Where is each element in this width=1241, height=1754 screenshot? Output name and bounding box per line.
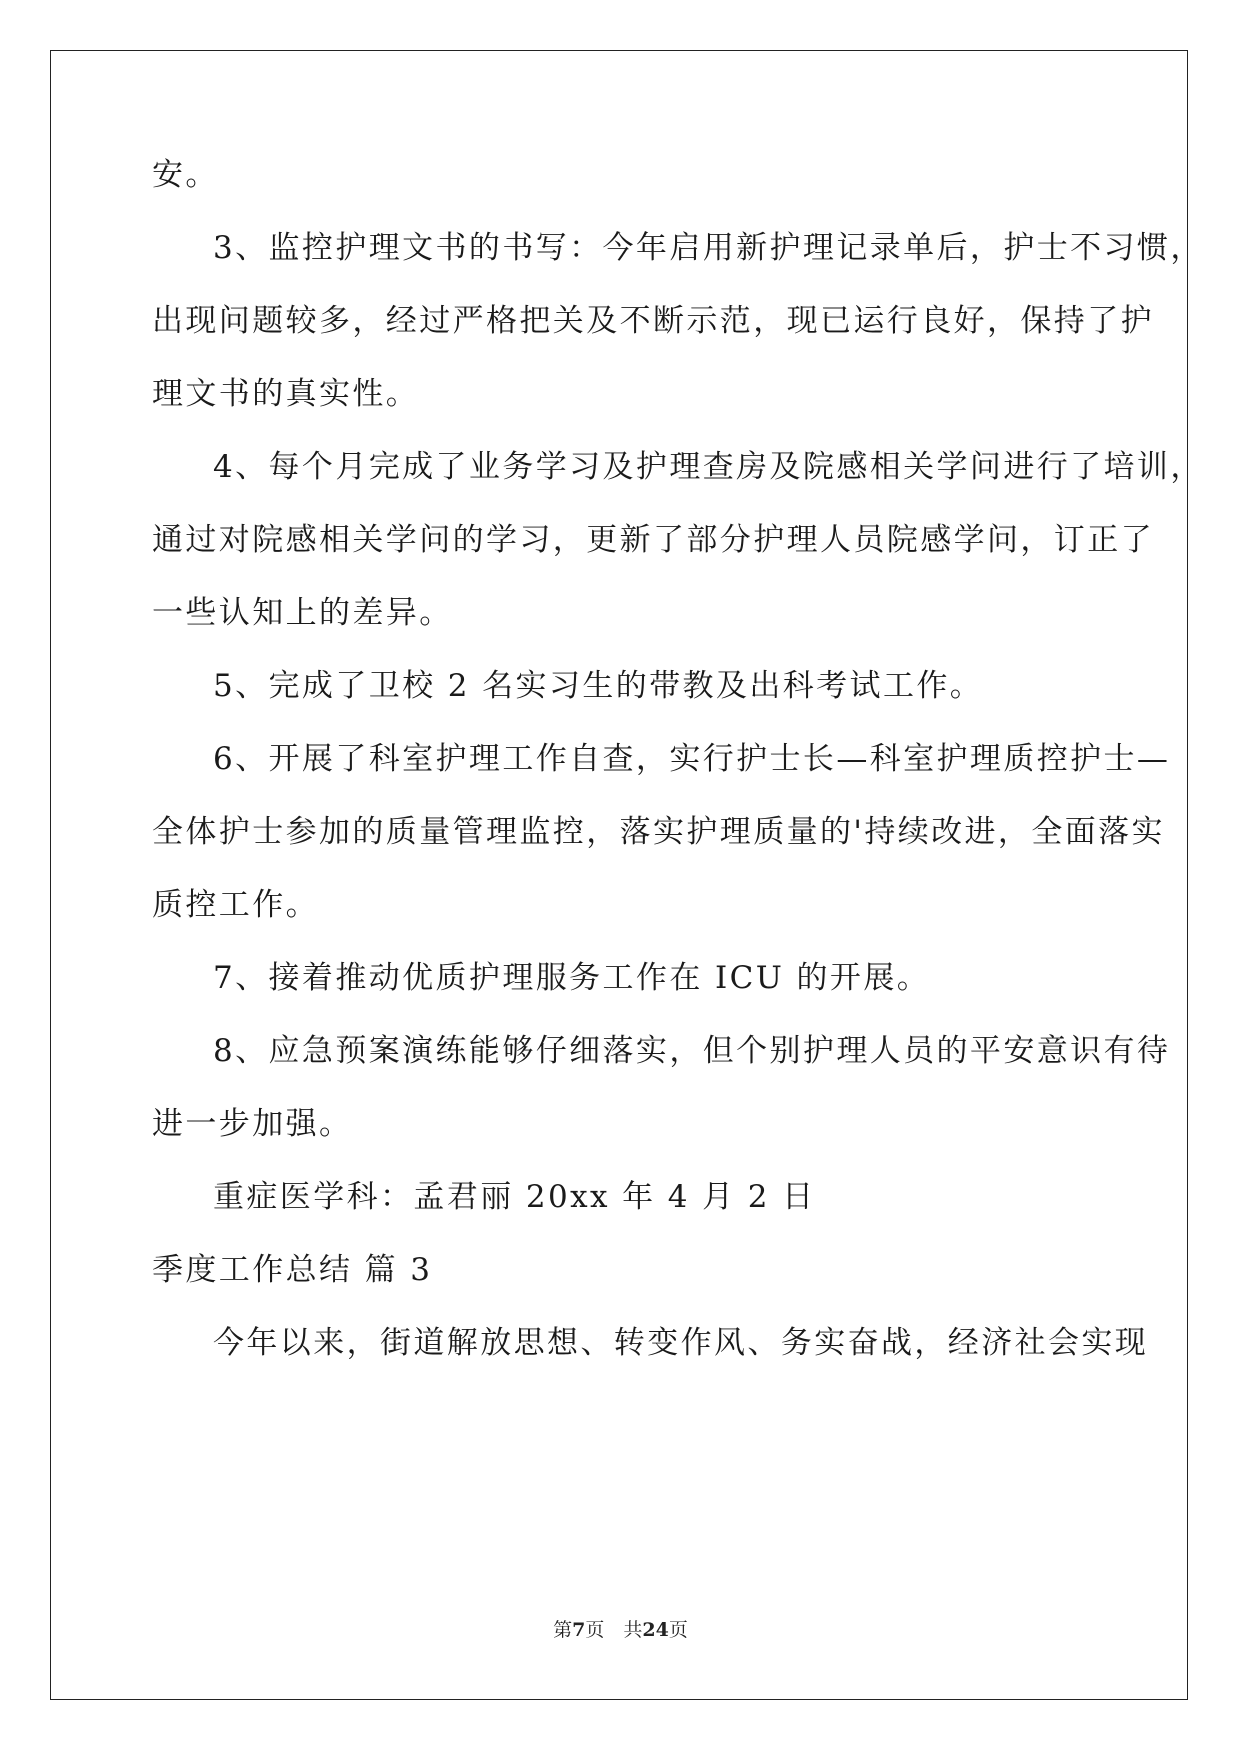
page-frame — [50, 50, 1188, 1700]
paragraph-line: 3、监控护理文书的书写：今年启用新护理记录单后，护士不习惯， — [213, 230, 1204, 266]
text-line: 理文书的真实性。 — [152, 376, 420, 412]
total-page-count: 24 — [642, 1619, 669, 1641]
paragraph-line: 7、接着推动优质护理服务工作在 ICU 的开展。 — [213, 960, 931, 996]
text-line: 全体护士参加的质量管理监控，落实护理质量的'持续改进，全面落实 — [152, 814, 1165, 850]
text-line: 进一步加强。 — [152, 1106, 353, 1142]
section-heading: 季度工作总结 篇 3 — [152, 1252, 433, 1288]
text-line: 一些认知上的差异。 — [152, 595, 453, 631]
paragraph-line: 5、完成了卫校 2 名实习生的带教及出科考试工作。 — [213, 668, 984, 704]
page-label-prefix: 第 — [553, 1619, 573, 1641]
page-label-suffix: 页 — [668, 1619, 688, 1641]
text-line: 通过对院感相关学问的学习，更新了部分护理人员院感学问，订正了 — [152, 522, 1154, 558]
text-line: 质控工作。 — [152, 887, 319, 923]
paragraph-line: 8、应急预案演练能够仔细落实，但个别护理人员的平安意识有待 — [213, 1033, 1171, 1069]
text-line: 出现问题较多，经过严格把关及不断示范，现已运行良好，保持了护 — [152, 303, 1154, 339]
current-page-number: 7 — [572, 1619, 586, 1641]
page-label-mid: 页 共 — [585, 1619, 643, 1641]
signature-line: 重症医学科：孟君丽 20xx 年 4 月 2 日 — [213, 1179, 816, 1215]
paragraph-line: 4、每个月完成了业务学习及护理查房及院感相关学问进行了培训， — [213, 449, 1204, 485]
page-footer — [0, 1618, 1241, 1642]
paragraph-line: 6、开展了科室护理工作自查，实行护士长—科室护理质控护士— — [213, 741, 1171, 777]
paragraph-line: 今年以来，街道解放思想、转变作风、务实奋战，经济社会实现 — [213, 1325, 1149, 1361]
text-line: 安。 — [152, 157, 219, 193]
